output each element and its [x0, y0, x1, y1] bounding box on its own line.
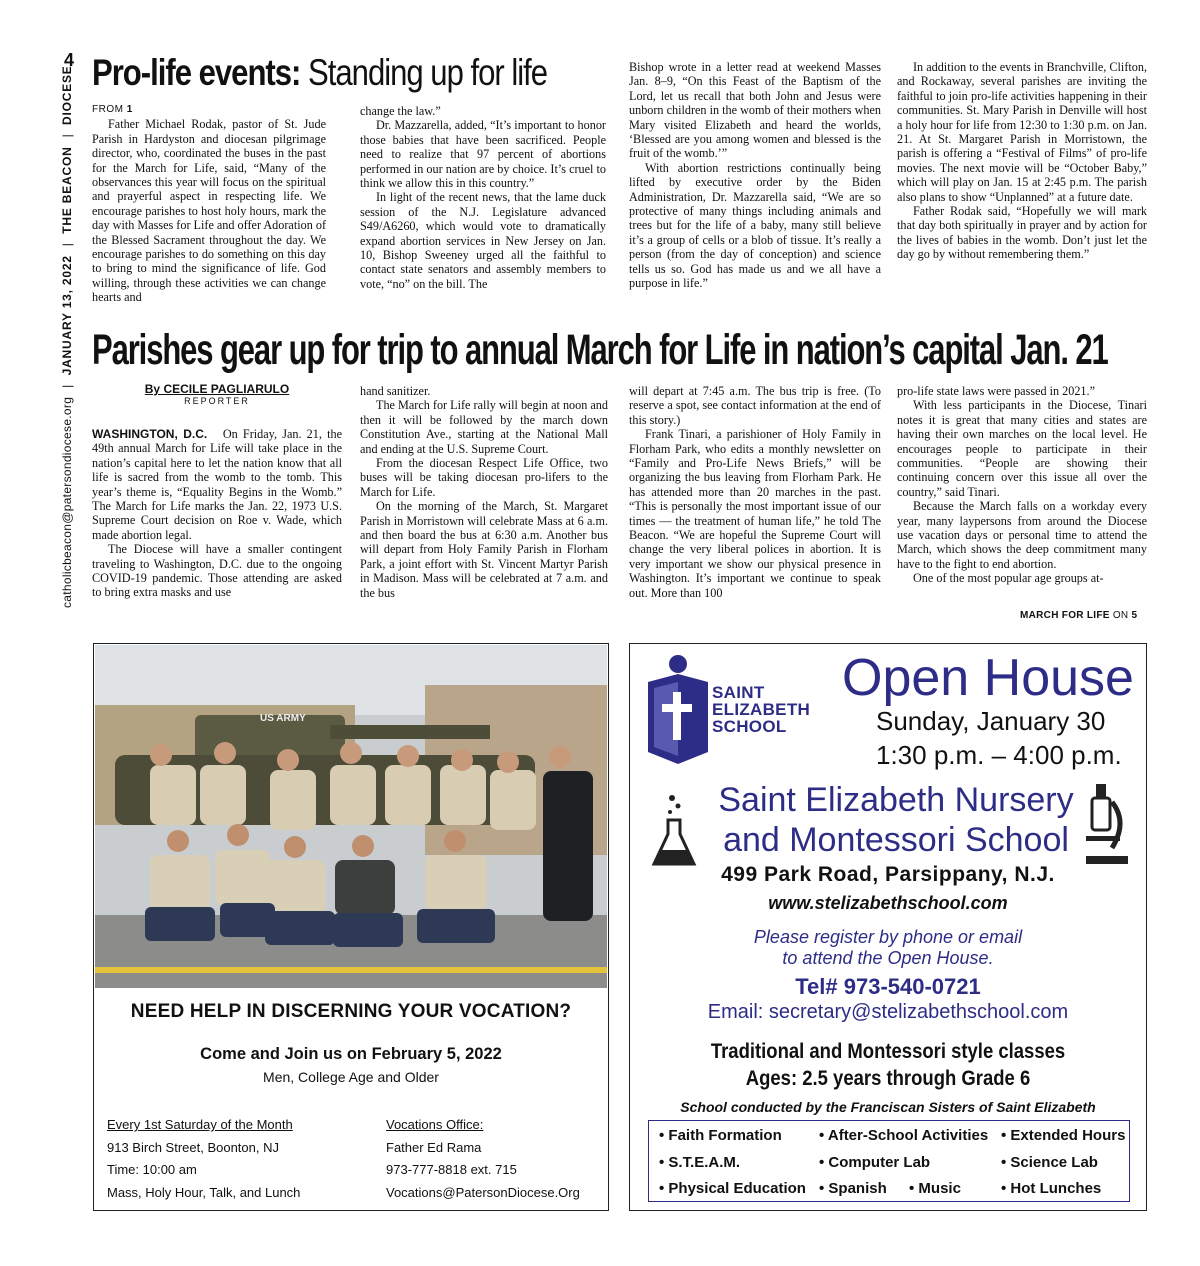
page-number: 4: [64, 50, 75, 70]
classes-note: Traditional and Montessori style classes: [710, 1040, 1066, 1063]
vocation-title: NEED HELP IN DISCERNING YOUR VOCATION?: [130, 1001, 572, 1022]
school-website[interactable]: www.stelizabethschool.com: [768, 893, 1008, 913]
school-phone[interactable]: Tel# 973-540-0721: [795, 974, 981, 999]
vocations-office: Vocations Office: Father Ed Rama 973-777-8818 ext. 715 Vocations@PatersonDiocese.Org: [386, 1117, 580, 1200]
folio-email: catholicbeacon@patersondiocese.org: [60, 396, 74, 608]
story1-col1: FROM 1 Father Michael Rodak, pastor of St. Jude Parish in Hardyston and diocesan pilgrimage director, who, coordinated the buses in the past for the March for Life, said, “Many of the observances this year will focus on the spiritual and prayerful aspect in respecting life. We encourage parishes to host holy hours, mark the day with Masses for Life and offer Adoration of the Blessed Sacrament throughout the day. We encourage parishes to do something on this day to bring to mind the significance of life. God willing, through these activities we can change hearts and: [92, 104, 326, 305]
folio-section: DIOCESE: [60, 65, 74, 125]
vocation-ad: [93, 643, 609, 1211]
feature-item: • S.T.E.A.M.: [659, 1154, 741, 1171]
school-name: Saint Elizabeth Nursery and Montessori School: [718, 781, 1074, 859]
feature-item: • Extended Hours: [1001, 1127, 1126, 1144]
folio-date: JANUARY 13, 2022: [60, 255, 74, 376]
story2-col2: hand sanitizer. The March for Life rally will begin at noon and then it will be followed by the march down Constitution Ave., starting at the National Mall and ending at the U.S. Supreme Court. From the diocesan Respect Life Office, two buses will be taking diocesan pro-lifers to the March for Life. On the morning of the March, St. Margaret Parish in Morristown will celebrate Mass at 6 a.m. and then board the bus at 6:30 a.m. Another bus will depart from Holy Family Parish in Florham Park, a joint effort with St. Vincent Martyr Parish in Madison. Mass will be celebrated at 7 a.m. and the bus: [360, 384, 608, 600]
story1-headline: Pro-life events: Standing up for life: [92, 52, 548, 93]
school-address: 499 Park Road, Parsippany, N.J.: [721, 863, 1055, 886]
story2-col4: pro-life state laws were passed in 2021.” With less participants in the Diocese, Tinari notes it is great that many cities and states are having their own marches on the local level. He encourages people to participate in their communities. “People are showing their continuing concern over this issue all over the country,” said Tinari. Because the March falls on a workday every year, many laypersons from around the Diocese use vacation days or personal time to attend the March, which shows the deep commitment many have to the fight to end abortion. One of the most popular age groups at-: [897, 384, 1147, 586]
school-logo-text: SAINT ELIZABETH SCHOOL: [712, 683, 811, 736]
school-email[interactable]: Email: secretary@stelizabethschool.com: [707, 1001, 1069, 1023]
vocation-date: Come and Join us on February 5, 2022: [200, 1045, 502, 1063]
microscope-icon: [1082, 782, 1132, 872]
open-house-title: Open House: [842, 649, 1134, 707]
story2-col1: WASHINGTON, D.C. On Friday, Jan. 21, the 49th annual March for Life will take place in the nation’s capital here to let the nation know that all life is sacred from the womb to the tomb. This year’s theme is, “Equality Begins in the Womb.” The March for Life marks the Jan. 22, 1973 U.S. Supreme Court decision on Roe v. Wade, which made abortion legal. The Diocese will have a smaller contingent traveling to Washington, D.C. due to the ongoing COVID-19 pandemic. Those attending are asked to bring extra masks and use: [92, 427, 342, 600]
group-photo: [95, 645, 607, 988]
from-line: FROM 1: [92, 104, 133, 115]
story1-col4: In addition to the events in Branchville, Clifton, and Rockaway, several parishes are inviting the faithful to join pro-life activities happening in their communities. St. Mary Parish in Denville will host a holy hour for life from 12:30 to 1:30 p.m. on Jan. 21. At St. Margaret Parish in Morristown, the parish is offering a “Festival of Films” of pro-life movies. The next movie will be “October Baby,” which will play on Jan. 15 at 2:45 p.m. The parish also plans to show “Unplanned” at a future date. Father Rodak said, “Hopefully we will mark that day both spiritually in prayer and by action for the lives of babies in the womb. Don’t just let the day go by without remembering them.”: [897, 60, 1147, 262]
conducted-note: School conducted by the Franciscan Sisters of Saint Elizabeth: [680, 1099, 1096, 1115]
ages-note: Ages: 2.5 years through Grade 6: [745, 1067, 1031, 1090]
open-house-time: 1:30 p.m. – 4:00 p.m.: [876, 740, 1122, 770]
register-note: Please register by phone or email to attend the Open House.: [753, 927, 1023, 968]
story1-col2: change the law.” Dr. Mazzarella, added, “It’s important to honor those babies that have been sacrificed. People need to realize that 97 percent of abortions performed in our nation are by choice. It’s cruel to think we allow this in this country.” In light of the recent news, that the lame duck session of the N.J. Legislature advanced S49/A6260, which would vote to dramatically expand abortion services in New Jersey on Jan. 10, Bishop Sweeney urged all the faithful to contact state senators and assembly members to vote, “no” on the bill. The: [360, 104, 606, 291]
feature-item: • Science Lab: [1001, 1154, 1098, 1171]
feature-item: • Computer Lab: [819, 1154, 931, 1171]
dateline: WASHINGTON, D.C.: [92, 427, 208, 441]
feature-item: • Faith Formation: [659, 1127, 782, 1144]
feature-item: • Music: [909, 1180, 961, 1197]
vocation-details: Every 1st Saturday of the Month 913 Birch Street, Boonton, NJ Time: 10:00 am Mass, Holy Hour, Talk, and Lunch: [107, 1117, 301, 1200]
jump-line: MARCH FOR LIFE ON 5: [1020, 610, 1138, 621]
features-box: [648, 1120, 1130, 1202]
vocation-audience: Men, College Age and Older: [263, 1069, 439, 1085]
byline: By CECILE PAGLIARULO REPORTER: [144, 382, 290, 406]
feature-item: • After-School Activities: [819, 1127, 989, 1144]
school-logo-icon: [640, 652, 715, 772]
story1-col3: Bishop wrote in a letter read at weekend Masses Jan. 8–9, “On this Feast of the Baptism of the Lord, let us recall that both John and Jesus were unborn children in the womb of their mothers when Mary visited Elizabeth and heard the worlds, ‘Blessed are you among women and blessed is the fruit of the womb.’” With abortion restrictions continually being lifted by executive order by the Biden Administration, Dr. Mazzarella said, “We are so protective of many things including animals and trees but for the life of a baby, many still believe it’s a group of cells or a blob of tissue. It’s really a person (from the day of conception) and science tells us so. God has made us and we all have a purpose in life.”: [629, 60, 881, 291]
flask-icon: [650, 792, 700, 872]
feature-item: • Physical Education: [659, 1180, 806, 1197]
tank-sign: US ARMY: [260, 713, 306, 724]
open-house-date: Sunday, January 30: [876, 706, 1106, 736]
folio-paper: THE BEACON: [60, 146, 74, 234]
story2-headline: Parishes gear up for trip to annual March for Life in nation’s capital Jan. 21: [92, 326, 1108, 374]
feature-item: • Hot Lunches: [1001, 1180, 1102, 1197]
feature-item: • Spanish: [819, 1180, 887, 1197]
school-ad: [629, 643, 1147, 1211]
story2-col3: will depart at 7:45 a.m. The bus trip is free. (To reserve a spot, see contact information at the end of this story.) Frank Tinari, a parishioner of Holy Family in Florham Park, who edits a monthly newsletter on “Family and Pro-Life News Briefs,” will be organizing the bus leaving from Florham Park. He has attended more than 20 marches in the past. “This is personally the most important issue of our times — the treatment of human life,” he told The Beacon. “We are hopeful the Supreme Court will change the very liberal polices in abortion. It is very important we show our physical presence in Washington. It’s important we continue to speak out. More than 100: [629, 384, 881, 600]
